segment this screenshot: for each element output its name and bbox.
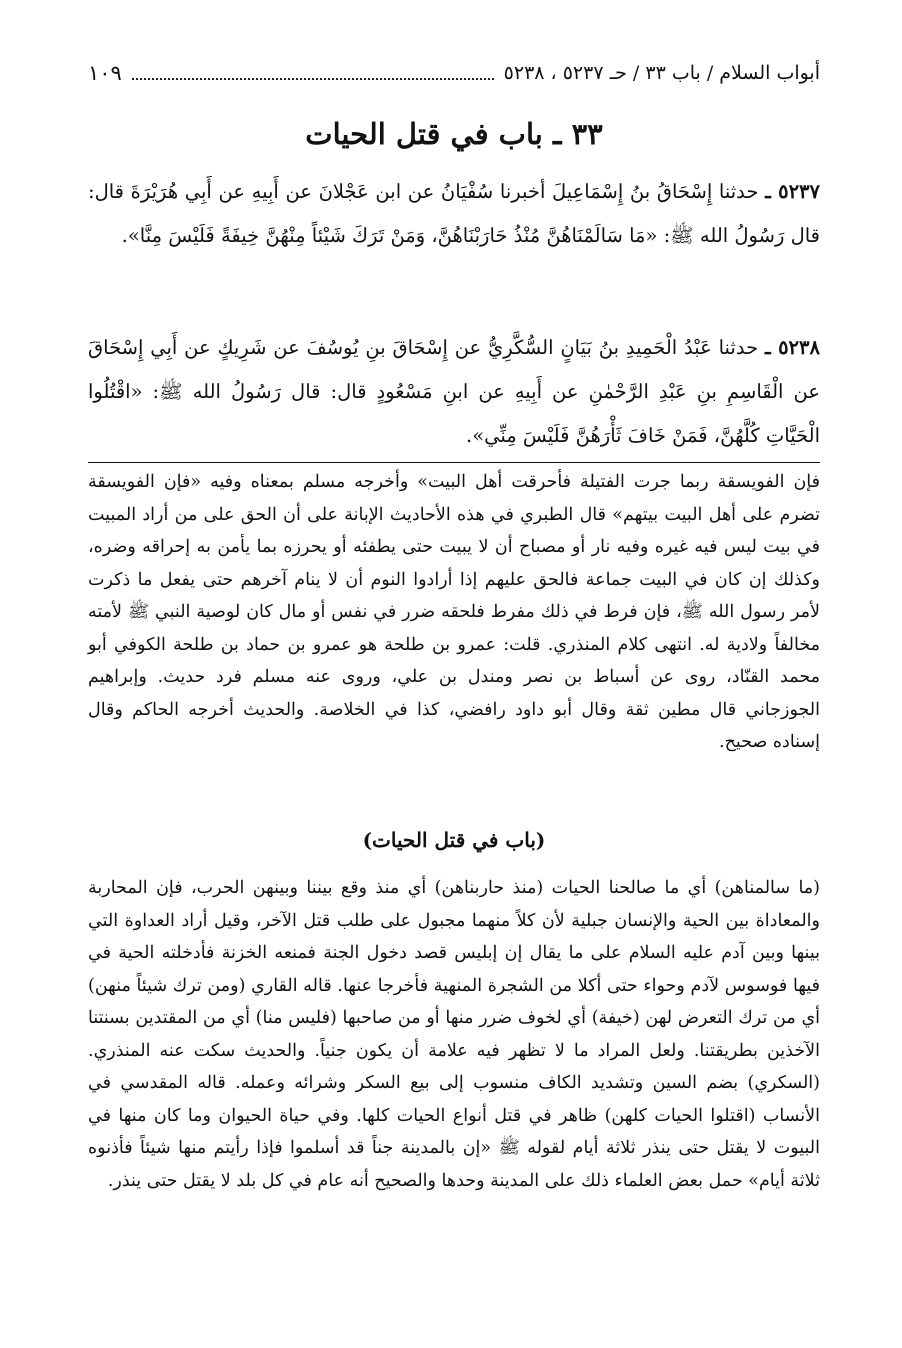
commentary-paragraph-1: فإن الفويسقة ربما جرت الفتيلة فأحرقت أهل البيت» وأخرجه مسلم بمعناه وفيه «فإن الفويسقة تضرم على أهل البيت بيتهم» قال الطبري في هذه الأحاديث الإبانة على أن الحق على من أراد المبيت في بيت ليس فيه غيره وفيه نار أو مصباح أن لا يبيت حتى يطفئه أو يحرزه بما يأمن به إحراقه وضره، وكذلك إن كان في البيت جماعة فالحق عليهم إذا أرادوا النوم أن لا ينام آخرهم حتى يفعل ما ذكرت لأمر رسول الله ﷺ، فإن فرط في ذلك مفرط فلحقه ضرر في نفس أو مال كان لوصية النبي ﷺ لأمته مخالفاً ولادية له. انتهى كلام المنذري. قلت: عمرو بن طلحة هو عمرو بن حماد بن طلحة الكوفي أبو محمد القنّاد، روى عن أسباط بن نصر ومندل بن علي، وروى عنه مسلم فرد حديث. وإبراهيم الجوزجاني قال مطين ثقة وقال أبو داود رافضي، كذا في الخلاصة. والحديث أخرجه الحاكم وقال إسناده صحيح.	[88, 472, 820, 752]
chapter-title: ٣٣ ـ باب في قتل الحيات	[305, 117, 603, 151]
hadith-5237	[88, 170, 820, 258]
hadith-number: ٥٢٣٨ ـ	[764, 336, 820, 359]
running-title: أبواب السلام / باب ٣٣ / حـ ٥٢٣٧ ، ٥٢٣٨	[503, 62, 820, 84]
hadith-number: ٥٢٣٧ ـ	[765, 180, 820, 203]
hadith-5238	[88, 326, 820, 458]
hadith-text: حدثنا إِسْحَاقُ بنُ إِسْمَاعِيلَ أخبرنا سُفْيَانُ عن ابن عَجْلانَ عن أَبِيهِ عن أَبِي هُرَيْرَةَ قال: قال رَسُولُ الله ﷺ: «مَا سَالَمْنَاهُنَّ مُنْذُ حَارَبْنَاهُنَّ، وَمَنْ تَرَكَ شَيْئاً مِنْهُنَّ خِيفَةً فَلَيْسَ مِنَّا».	[88, 180, 820, 247]
hadith-text: حدثنا عَبْدُ الْحَمِيدِ بنُ بَيَانٍ السُّكَّرِيُّ عن إِسْحَاقَ بنِ يُوسُفَ عن شَرِيكٍ عن أَبِي إِسْحَاقَ عن الْقَاسِمِ بنِ عَبْدِ الرَّحْمٰنِ عن أَبِيهِ عن ابنِ مَسْعُودٍ قال: قال رَسُولُ الله ﷺ: «اقْتُلُوا الْحَيَّاتِ كُلَّهُنَّ، فَمَنْ خَافَ ثَأْرَهُنَّ فَلَيْسَ مِنِّي».	[88, 336, 820, 447]
commentary-paragraph-2: (ما سالمناهن) أي ما صالحنا الحيات (منذ حاربناهن) أي منذ وقع بيننا وبينهن الحرب، فإن المحاربة والمعاداة بين الحية والإنسان جبلية لأن كلاً منهما مجبول على طلب قتل الآخر، وقيل أراد العداوة التي بينها وبين آدم عليه السلام على ما يقال إن إبليس قصد دخول الجنة فمنعه الخزنة فأدخلته الحية في فيها فوسوس لآدم وحواء حتى أكلا من الشجرة المنهية فأخرجا عنها. قاله القاري (ومن ترك شيئاً منهن) أي من ترك التعرض لهن (خيفة) أي لخوف ضرر منها أو من صاحبها (فليس منا) أي من المقتدين بسنتنا الآخذين بطريقتنا. ولعل المراد ما لا تظهر فيه علامة أن يكون جنياً. والحديث سكت عنه المنذري. (السكري) بضم السين وتشديد الكاف منسوب إلى بيع السكر وشرائه وعمله. قاله المقدسي في الأنساب (اقتلوا الحيات كلهن) ظاهر في قتل أنواع الحيات كلها. وفي حياة الحيوان وما كان منها في البيوت لا يقتل حتى ينذر ثلاثة أيام لقوله ﷺ «إن بالمدينة جناً قد أسلموا فإذا رأيتم منها شيئاً فأذنوه ثلاثة أيام» حمل بعض العلماء ذلك على المدينة وحدها والصحيح أنه عام في كل بلد لا يقتل حتى ينذر.	[88, 878, 821, 1191]
commentary-subheading: (باب في قتل الحيات)	[362, 828, 546, 852]
footnote-divider	[88, 462, 820, 463]
running-header	[88, 58, 820, 88]
dot-leader	[132, 78, 494, 80]
page-number: ١٠٩	[88, 61, 122, 85]
